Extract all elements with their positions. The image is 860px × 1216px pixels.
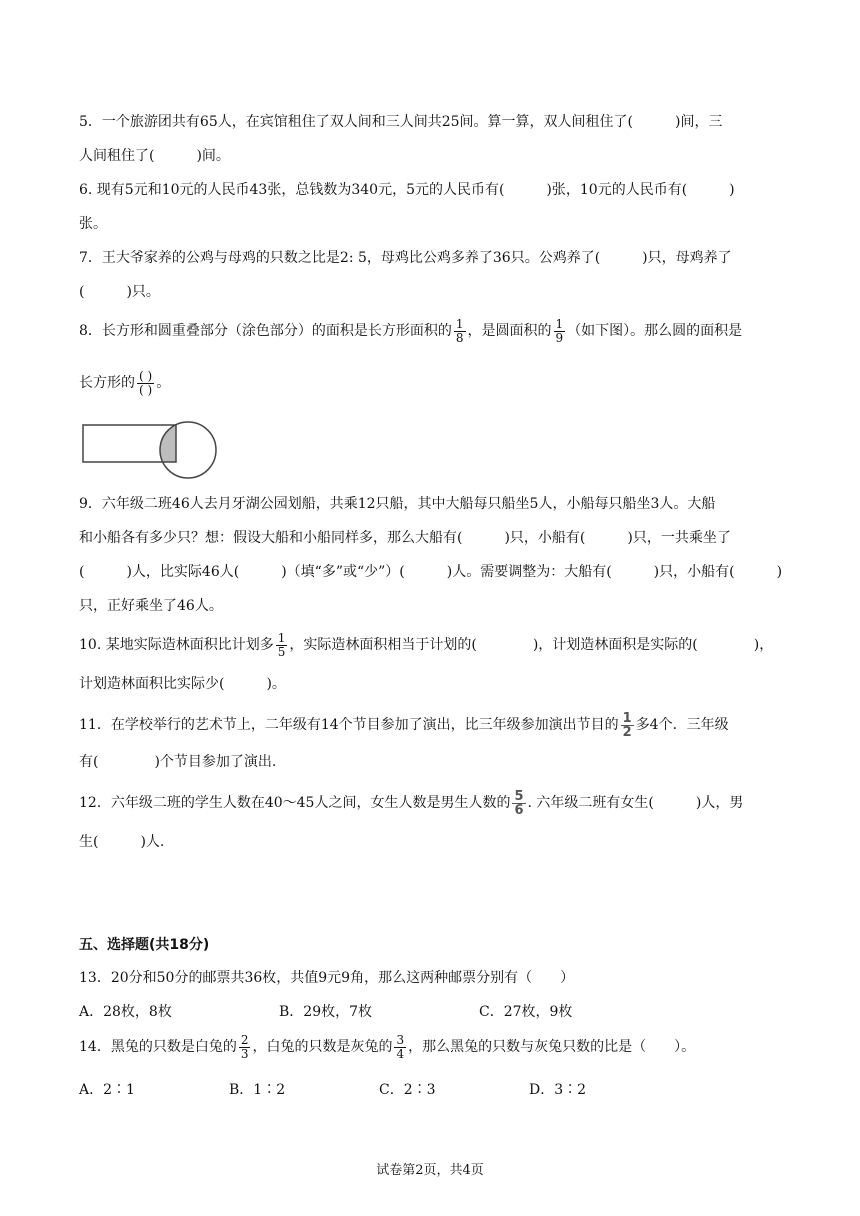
question-9-line-2: 和小船各有多少只？想：假设大船和小船同样多，那么大船有( )只，小船有( )只，一共乘坐了 bbox=[79, 530, 731, 546]
fraction-answer-blank: $\frac{( )}{( )}$ bbox=[139, 368, 153, 397]
question-6-line-1: 6. 现有5元和10元的人民币43张，总钱数为340元，5元的人民币有( )张，10元的人民币有( ) bbox=[79, 182, 735, 198]
page-footer: 试卷第2页，共4页 bbox=[376, 1163, 484, 1178]
question-8-line-1 bbox=[79, 316, 784, 346]
question-6-line-2: 张。 bbox=[79, 216, 107, 232]
question-8-text-b: ，是圆面积的 bbox=[467, 323, 552, 339]
question-11-line-2: 有( )个节目参加了演出. bbox=[79, 754, 277, 770]
question-8-text-e: 。 bbox=[156, 375, 171, 391]
rectangle-circle-overlap-figure bbox=[80, 420, 220, 480]
question-10-line-1 bbox=[79, 628, 784, 662]
fraction-one-ninth: $\frac{1}{9}$ bbox=[555, 316, 564, 345]
question-14-stem bbox=[79, 1030, 784, 1064]
question-13-options bbox=[79, 1002, 784, 1022]
question-9-line-4: 只，正好乘坐了46人。 bbox=[79, 598, 223, 614]
question-5-line-1: 5．一个旅游团共有65人，在宾馆租住了双人间和三人间共25间。算一算，双人间租住了( )间，三 bbox=[79, 114, 723, 130]
option-b[interactable]: B．29枚，7枚 bbox=[279, 1004, 373, 1020]
question-8-text-d: 长方形的 bbox=[79, 375, 135, 391]
fraction-one-half: $\frac{1}{2}$ bbox=[622, 710, 632, 740]
option-a[interactable]: A．28枚，8枚 bbox=[79, 1004, 172, 1020]
question-9-line-1: 9．六年级二班46人去月牙湖公园划船，共乘12只船，其中大船每只船坐5人，小船每只船坐3人。大船 bbox=[79, 496, 716, 512]
fraction-two-thirds: $\frac{2}{3}$ bbox=[240, 1032, 249, 1061]
question-8-text-c: （如下图）。那么圆的面积是 bbox=[567, 323, 743, 339]
fraction-three-quarters: $\frac{3}{4}$ bbox=[396, 1032, 405, 1061]
question-10-text-a: 10. 某地实际造林面积比计划多 bbox=[79, 637, 274, 653]
question-8-line-2 bbox=[79, 366, 784, 400]
question-10-line-2: 计划造林面积比实际少( )。 bbox=[79, 676, 286, 692]
question-14-text-b: ，白兔的只数是灰兔的 bbox=[252, 1039, 393, 1055]
question-11-text-b: 多4个．三年级 bbox=[635, 717, 729, 733]
question-11-text-a: 11．在学校举行的艺术节上，二年级有14个节目参加了演出，比三年级参加演出节目的 bbox=[79, 717, 619, 733]
question-8-text-a: 8．长方形和圆重叠部分（涂色部分）的面积是长方形面积的 bbox=[79, 323, 452, 339]
section-title: 五、选择题(共18分) bbox=[79, 937, 210, 953]
question-11-line-1 bbox=[79, 708, 784, 742]
question-10-text-b: ，实际造林面积相当于计划的( )，计划造林面积是实际的( )， bbox=[289, 637, 774, 653]
question-14-text-c: ，那么黑兔的只数与灰兔只数的比是（ ）。 bbox=[408, 1039, 696, 1055]
question-7-line-1: 7．王大爷家养的公鸡与母鸡的只数之比是2: 5，母鸡比公鸡多养了36只。公鸡养了( )只，母鸡养了 bbox=[79, 250, 732, 266]
question-14-options bbox=[79, 1080, 784, 1100]
fraction-one-fifth: $\frac{1}{5}$ bbox=[277, 630, 286, 659]
question-9-line-3: ( )人，比实际46人( )（填“多”或“少”）( )人。需要调整为：大船有( )只，小船有( ) bbox=[79, 564, 783, 580]
fraction-one-eighth: $\frac{1}{8}$ bbox=[455, 316, 464, 345]
option-c[interactable]: C．27枚，9枚 bbox=[479, 1004, 573, 1020]
option-c[interactable]: C．2∶3 bbox=[379, 1082, 436, 1098]
question-12-text-a: 12．六年级二班的学生人数在40～45人之间，女生人数是男生人数的 bbox=[79, 795, 511, 811]
question-12-text-b: . 六年级二班有女生( )人，男 bbox=[527, 795, 744, 811]
question-14-text-a: 14．黑兔的只数是白兔的 bbox=[79, 1039, 237, 1055]
option-b[interactable]: B．1∶2 bbox=[229, 1082, 286, 1098]
question-12-line-2: 生( )人. bbox=[79, 834, 165, 850]
question-7-line-2: ( )只。 bbox=[79, 284, 160, 300]
question-13-stem: 13．20分和50分的邮票共36枚，共值9元9角，那么这两种邮票分别有（ ） bbox=[79, 970, 575, 986]
question-12-line-1 bbox=[79, 786, 784, 820]
option-d[interactable]: D．3∶2 bbox=[529, 1082, 587, 1098]
question-5-line-2: 人间租住了( )间。 bbox=[79, 148, 230, 164]
fraction-five-sixths: $\frac{5}{6}$ bbox=[514, 788, 524, 818]
option-a[interactable]: A．2∶1 bbox=[79, 1082, 135, 1098]
